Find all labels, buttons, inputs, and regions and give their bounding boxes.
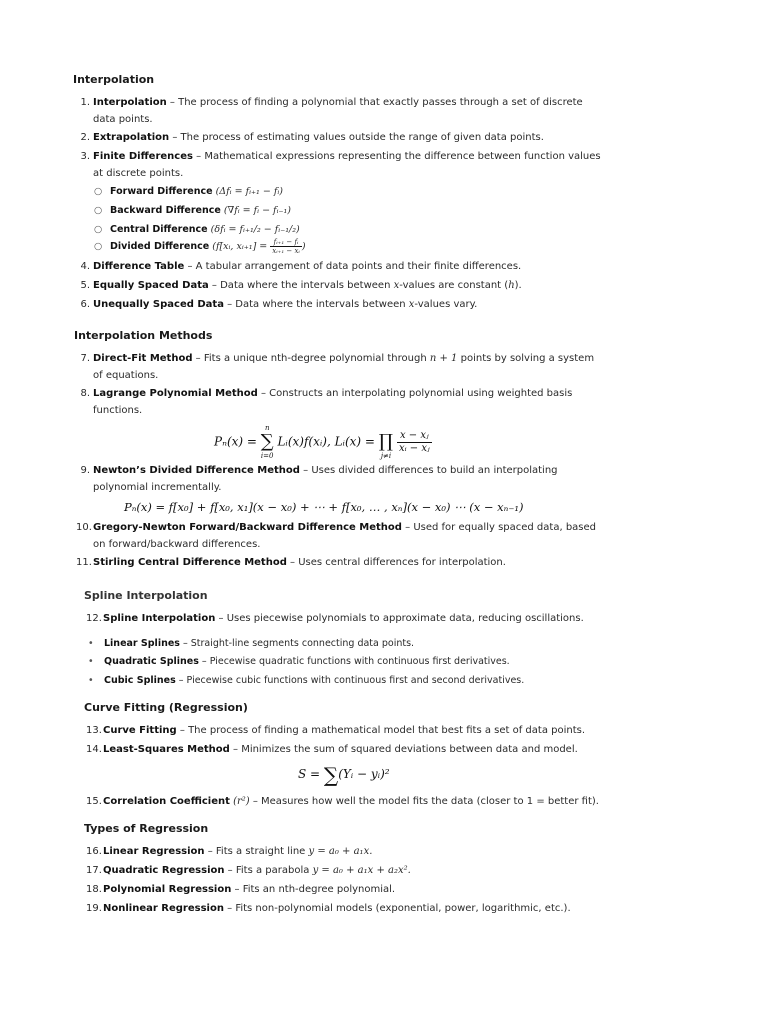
sub-item-divided: ○ Divided Difference (f[xᵢ, xᵢ₊₁] = $\frac{\text{fᵢ₊₁ − fᵢ}}{\text{xᵢ₊₁ − xᵢ}}$ ) xyxy=(94,238,306,255)
list-item xyxy=(76,277,606,294)
item-math: x xyxy=(393,280,400,291)
bullet-sep: – xyxy=(198,656,210,667)
list-item xyxy=(86,793,616,810)
item-desc: Constructs an interpolating polynomial using weighted basis functions. xyxy=(93,388,573,416)
eq-part: (Yᵢ − yᵢ)² xyxy=(338,767,390,781)
item-sep: – xyxy=(223,299,236,310)
item-number: 18. xyxy=(86,884,102,895)
item-desc: Fits a parabola xyxy=(235,865,310,876)
item-sep: – xyxy=(257,388,270,399)
item-desc: A tabular arrangement of data points and their finite differences. xyxy=(195,261,522,272)
list-item xyxy=(76,129,606,146)
list-item xyxy=(76,462,606,496)
item-term: Linear Regression xyxy=(103,846,205,857)
lagrange-fraction xyxy=(397,430,432,455)
item-desc: ). xyxy=(514,280,522,291)
item-desc: Uses central differences for interpolation. xyxy=(298,557,506,568)
item-term: Nonlinear Regression xyxy=(103,903,224,914)
item-number: 6. xyxy=(80,299,90,310)
section-heading-spline: Spline Interpolation xyxy=(84,589,208,602)
bullet-sep: – xyxy=(179,638,191,649)
circle-bullet-icon: ○ xyxy=(94,186,103,197)
item-desc: Uses divided differences to build an interpolating polynomial incrementally. xyxy=(93,465,558,493)
item-term: Newton’s Divided Difference Method xyxy=(93,465,300,476)
item-desc: Fits non-polynomial models (exponential, power, logarithmic, etc.). xyxy=(235,903,571,914)
list-item xyxy=(76,94,606,128)
item-desc: Minimizes the sum of squared deviations between data and model. xyxy=(241,744,578,755)
bullet-term: Cubic Splines xyxy=(104,675,176,686)
item-sep: – xyxy=(169,132,181,143)
bullet-term: Quadratic Splines xyxy=(104,656,199,667)
bullet-item xyxy=(88,653,588,670)
item-term: Difference Table xyxy=(93,261,185,272)
item-desc: Fits an nth-degree polynomial. xyxy=(242,884,396,895)
sub-item-central xyxy=(94,221,594,238)
list-item xyxy=(86,900,616,917)
item-term: Interpolation xyxy=(93,97,167,108)
sub-item-math: (δfᵢ = fᵢ₊₁/₂ − fᵢ₋₁/₂) xyxy=(210,224,300,235)
fraction-denominator: xᵢ₊₁ − xᵢ xyxy=(272,247,300,255)
item-number: 2. xyxy=(80,132,90,143)
circle-bullet-icon: ○ xyxy=(94,205,103,216)
item-sep: – xyxy=(184,261,196,272)
item-term: Finite Differences xyxy=(93,151,193,162)
divided-fraction xyxy=(270,238,302,255)
item-term: Gregory-Newton Forward/Backward Difference Method xyxy=(93,522,402,533)
item-sep: – xyxy=(249,796,262,807)
circle-bullet-icon: ○ xyxy=(94,224,103,235)
item-number: 19. xyxy=(86,903,102,914)
list-item xyxy=(86,741,616,758)
item-term: Equally Spaced Data xyxy=(93,280,209,291)
list-item xyxy=(86,862,616,879)
item-term: Polynomial Regression xyxy=(103,884,232,895)
item-desc: The process of estimating values outside the range of given data points. xyxy=(180,132,544,143)
newton-equation: Pₙ(x) = f[x₀] + f[x₀, x₁](x − x₀) + ⋯ + f[x₀, … , xₙ](x − x₀) ⋯ (x − xₙ₋₁) xyxy=(124,500,524,514)
item-sep: – xyxy=(286,557,299,568)
item-term: Quadratic Regression xyxy=(103,865,225,876)
list-item xyxy=(86,722,616,739)
item-math: h xyxy=(508,280,515,291)
bullet-desc: Straight-line segments connecting data points. xyxy=(190,638,415,649)
item-number: 11. xyxy=(76,557,92,568)
item-term: Least-Squares Method xyxy=(103,744,230,755)
item-desc: The process of finding a mathematical model that best fits a set of data points. xyxy=(188,725,586,736)
list-item xyxy=(76,519,606,553)
sub-item-math: (Δfᵢ = fᵢ₊₁ − fᵢ) xyxy=(215,186,283,197)
section-heading-methods: Interpolation Methods xyxy=(74,329,213,342)
item-math: (r²) xyxy=(233,796,250,807)
lagrange-equation xyxy=(214,424,432,460)
list-item xyxy=(76,148,606,182)
sub-item-term: Central Difference xyxy=(110,224,208,235)
item-sep: – xyxy=(192,151,205,162)
product-lower-limit: j≠i xyxy=(380,452,392,460)
item-math: y = a₀ + a₁x. xyxy=(308,846,373,857)
eq-part: S = xyxy=(298,767,321,781)
least-squares-equation xyxy=(298,763,390,787)
item-number: 5. xyxy=(80,280,90,291)
fraction-numerator: x − xⱼ xyxy=(397,430,432,443)
item-number: 3. xyxy=(80,151,90,162)
list-item xyxy=(76,258,606,275)
circle-bullet-icon: ○ xyxy=(94,241,103,252)
item-sep: – xyxy=(231,884,243,895)
item-term: Spline Interpolation xyxy=(103,613,216,624)
item-sep: – xyxy=(208,280,221,291)
bullet-icon: • xyxy=(88,638,94,649)
item-number: 12. xyxy=(86,613,102,624)
item-desc: -values are constant ( xyxy=(399,280,509,291)
item-sep: – xyxy=(166,97,179,108)
item-math: n + 1 xyxy=(429,353,458,364)
item-desc: Mathematical expressions representing the difference between function values at discrete points. xyxy=(93,151,601,179)
item-term: Unequally Spaced Data xyxy=(93,299,224,310)
item-sep: – xyxy=(401,522,414,533)
item-desc: Data where the intervals between xyxy=(235,299,406,310)
item-number: 1. xyxy=(80,97,90,108)
section-heading-interpolation: Interpolation xyxy=(73,73,155,86)
item-number: 8. xyxy=(80,388,90,399)
item-sep: – xyxy=(192,353,204,364)
item-desc: Uses piecewise polynomials to approximate data, reducing oscillations. xyxy=(226,613,584,624)
eq-part: Pₙ(x) = xyxy=(214,434,257,449)
sub-item-term: Forward Difference xyxy=(110,186,213,197)
item-desc: points by solving a system of equations. xyxy=(93,353,595,381)
list-item xyxy=(86,881,616,898)
item-desc: Data where the intervals between xyxy=(220,280,391,291)
list-item xyxy=(76,296,606,313)
item-math: x xyxy=(408,299,415,310)
item-sep: – xyxy=(224,865,236,876)
item-term: Direct-Fit Method xyxy=(93,353,193,364)
bullet-term: Linear Splines xyxy=(104,638,180,649)
item-sep: – xyxy=(299,465,312,476)
eq-part: Lᵢ(x)f(xᵢ), Lᵢ(x) = xyxy=(277,434,375,449)
item-desc: -values vary. xyxy=(414,299,478,310)
item-number: 16. xyxy=(86,846,102,857)
item-desc: Used for equally spaced data, based on forward/backward differences. xyxy=(93,522,596,550)
item-sep: – xyxy=(204,846,216,857)
item-number: 4. xyxy=(80,261,90,272)
sub-item-backward xyxy=(94,202,594,219)
item-number: 10. xyxy=(76,522,92,533)
sub-item-math: (∇fᵢ = fᵢ − fᵢ₋₁) xyxy=(223,205,292,216)
bullet-desc: Piecewise cubic functions with continuous first and second derivatives. xyxy=(186,675,525,686)
list-item xyxy=(76,554,606,571)
item-term: Lagrange Polynomial Method xyxy=(93,388,258,399)
sub-item-math: (f[xᵢ, xᵢ₊₁] = xyxy=(212,241,268,252)
item-sep: – xyxy=(215,613,227,624)
item-sep: – xyxy=(176,725,189,736)
sub-item-forward xyxy=(94,183,594,200)
item-sep: – xyxy=(229,744,242,755)
item-sep: – xyxy=(223,903,236,914)
item-term: Curve Fitting xyxy=(103,725,177,736)
item-math: y = a₀ + a₁x + a₂x². xyxy=(312,865,411,876)
sum-lower-limit: i=0 xyxy=(260,452,274,460)
section-heading-types: Types of Regression xyxy=(84,822,209,835)
list-item xyxy=(86,843,616,860)
bullet-sep: – xyxy=(175,675,187,686)
sum-upper-limit: n xyxy=(264,424,270,432)
item-desc: Fits a unique nth-degree polynomial through xyxy=(203,353,427,364)
item-term: Correlation Coefficient xyxy=(103,796,230,807)
fraction-numerator: fᵢ₊₁ − fᵢ xyxy=(270,238,302,247)
list-item xyxy=(76,350,606,384)
item-desc: Fits a straight line xyxy=(215,846,306,857)
fraction-denominator: xᵢ − xⱼ xyxy=(398,442,430,454)
item-number: 15. xyxy=(86,796,102,807)
item-term: Stirling Central Difference Method xyxy=(93,557,287,568)
item-desc: Measures how well the model fits the data (closer to 1 = better fit). xyxy=(261,796,599,807)
section-heading-curve-fitting: Curve Fitting (Regression) xyxy=(84,701,248,714)
sum-symbol: ∑ xyxy=(323,763,339,787)
bullet-item xyxy=(88,635,588,652)
bullet-icon: • xyxy=(88,656,94,667)
product-symbol: ∏ j≠i xyxy=(378,431,394,460)
item-number: 14. xyxy=(86,744,102,755)
list-item xyxy=(76,385,606,419)
item-number: 17. xyxy=(86,865,102,876)
sub-item-term: Backward Difference xyxy=(110,205,221,216)
item-number: 13. xyxy=(86,725,102,736)
bullet-desc: Piecewise quadratic functions with continuous first derivatives. xyxy=(209,656,510,667)
sub-item-term: Divided Difference xyxy=(110,241,210,252)
item-term: Extrapolation xyxy=(93,132,170,143)
item-number: 9. xyxy=(80,465,90,476)
bullet-icon: • xyxy=(88,675,94,686)
list-item xyxy=(86,610,616,627)
sum-symbol: n ∑ i=0 xyxy=(260,424,274,460)
bullet-item xyxy=(88,672,588,689)
item-desc: The process of finding a polynomial that exactly passes through a set of discrete data points. xyxy=(93,97,583,125)
item-number: 7. xyxy=(80,353,90,364)
